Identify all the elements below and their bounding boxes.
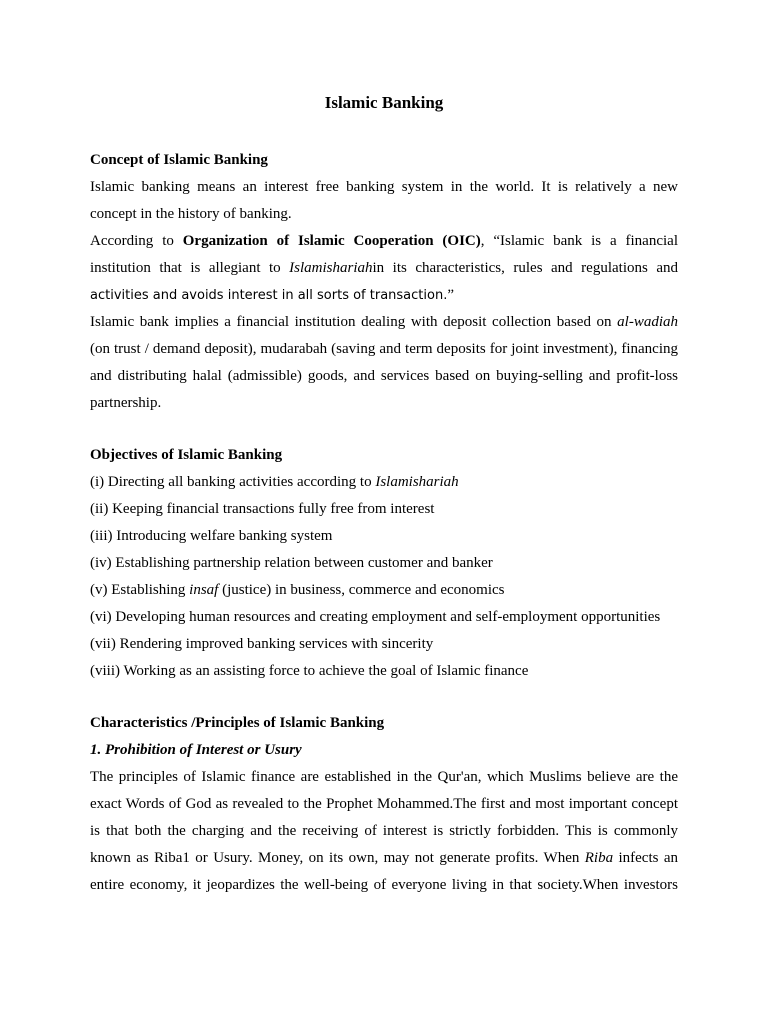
section-heading-objectives: Objectives of Islamic Banking — [90, 447, 283, 463]
list-item: (vi) Developing human resources and creating employment and self-employment opportunities — [90, 609, 661, 625]
paragraph-line: Islamic banking means an interest free banking system in the world. It is relatively a new — [90, 179, 678, 195]
list-item: (vii) Rendering improved banking services with sincerity — [90, 636, 434, 652]
paragraph-line: The principles of Islamic finance are established in the Qur'an, which Muslims believe are the — [90, 769, 678, 785]
paragraph-line: activities and avoids interest in all sorts of transaction.” — [90, 287, 455, 303]
emphasis-oic: Organization of Islamic Cooperation (OIC) — [182, 233, 481, 249]
list-item: (ii) Keeping financial transactions fully free from interest — [90, 501, 435, 517]
list-item: (viii) Working as an assisting force to achieve the goal of Islamic finance — [90, 663, 529, 679]
list-item: (v) Establishing insaf (justice) in business, commerce and economics — [90, 582, 505, 598]
paragraph-line: known as Riba1 or Usury. Money, on its own, may not generate profits. When Riba infects an — [90, 850, 679, 866]
list-item: (iv) Establishing partnership relation between customer and banker — [90, 555, 493, 571]
paragraph-line: is that both the charging and the receiving of interest is strictly forbidden. This is commonly — [90, 823, 678, 839]
document-title: Islamic Banking — [324, 93, 444, 112]
paragraph-line: According to Organization of Islamic Cooperation (OIC), “Islamic bank is a financial — [90, 233, 678, 249]
paragraph-line: (on trust / demand deposit), mudarabah (saving and term deposits for joint investment), financing — [90, 341, 678, 357]
subsection-heading: 1. Prohibition of Interest or Usury — [90, 742, 302, 758]
list-item: (i) Directing all banking activities according to Islamishariah — [90, 474, 459, 490]
section-heading-concept: Concept of Islamic Banking — [90, 152, 268, 168]
list-item: (iii) Introducing welfare banking system — [90, 528, 333, 544]
paragraph-line: exact Words of God as revealed to the Prophet Mohammed.The first and most important concept — [90, 796, 678, 812]
paragraph-line: institution that is allegiant to Islamishariahin its characteristics, rules and regulations and — [90, 260, 678, 276]
section-heading-characteristics: Characteristics /Principles of Islamic Banking — [90, 715, 385, 731]
emphasis-term: Riba — [584, 850, 614, 866]
paragraph-line: and distributing halal (admissible) goods, and services based on buying-selling and profit-loss — [90, 368, 678, 384]
emphasis-term: al-wadiah — [617, 314, 678, 330]
paragraph-line: entire economy, it jeopardizes the well-being of everyone living in that society.When investors — [90, 877, 678, 893]
paragraph-line: partnership. — [90, 395, 162, 411]
emphasis-term: Islamishariah — [375, 474, 459, 490]
paragraph-line: concept in the history of banking. — [90, 206, 292, 222]
emphasis-term: insaf — [189, 582, 219, 598]
emphasis-term: Islamishariah — [289, 260, 373, 276]
paragraph-line: Islamic bank implies a financial institution dealing with deposit collection based on al-wadiah — [90, 314, 678, 330]
